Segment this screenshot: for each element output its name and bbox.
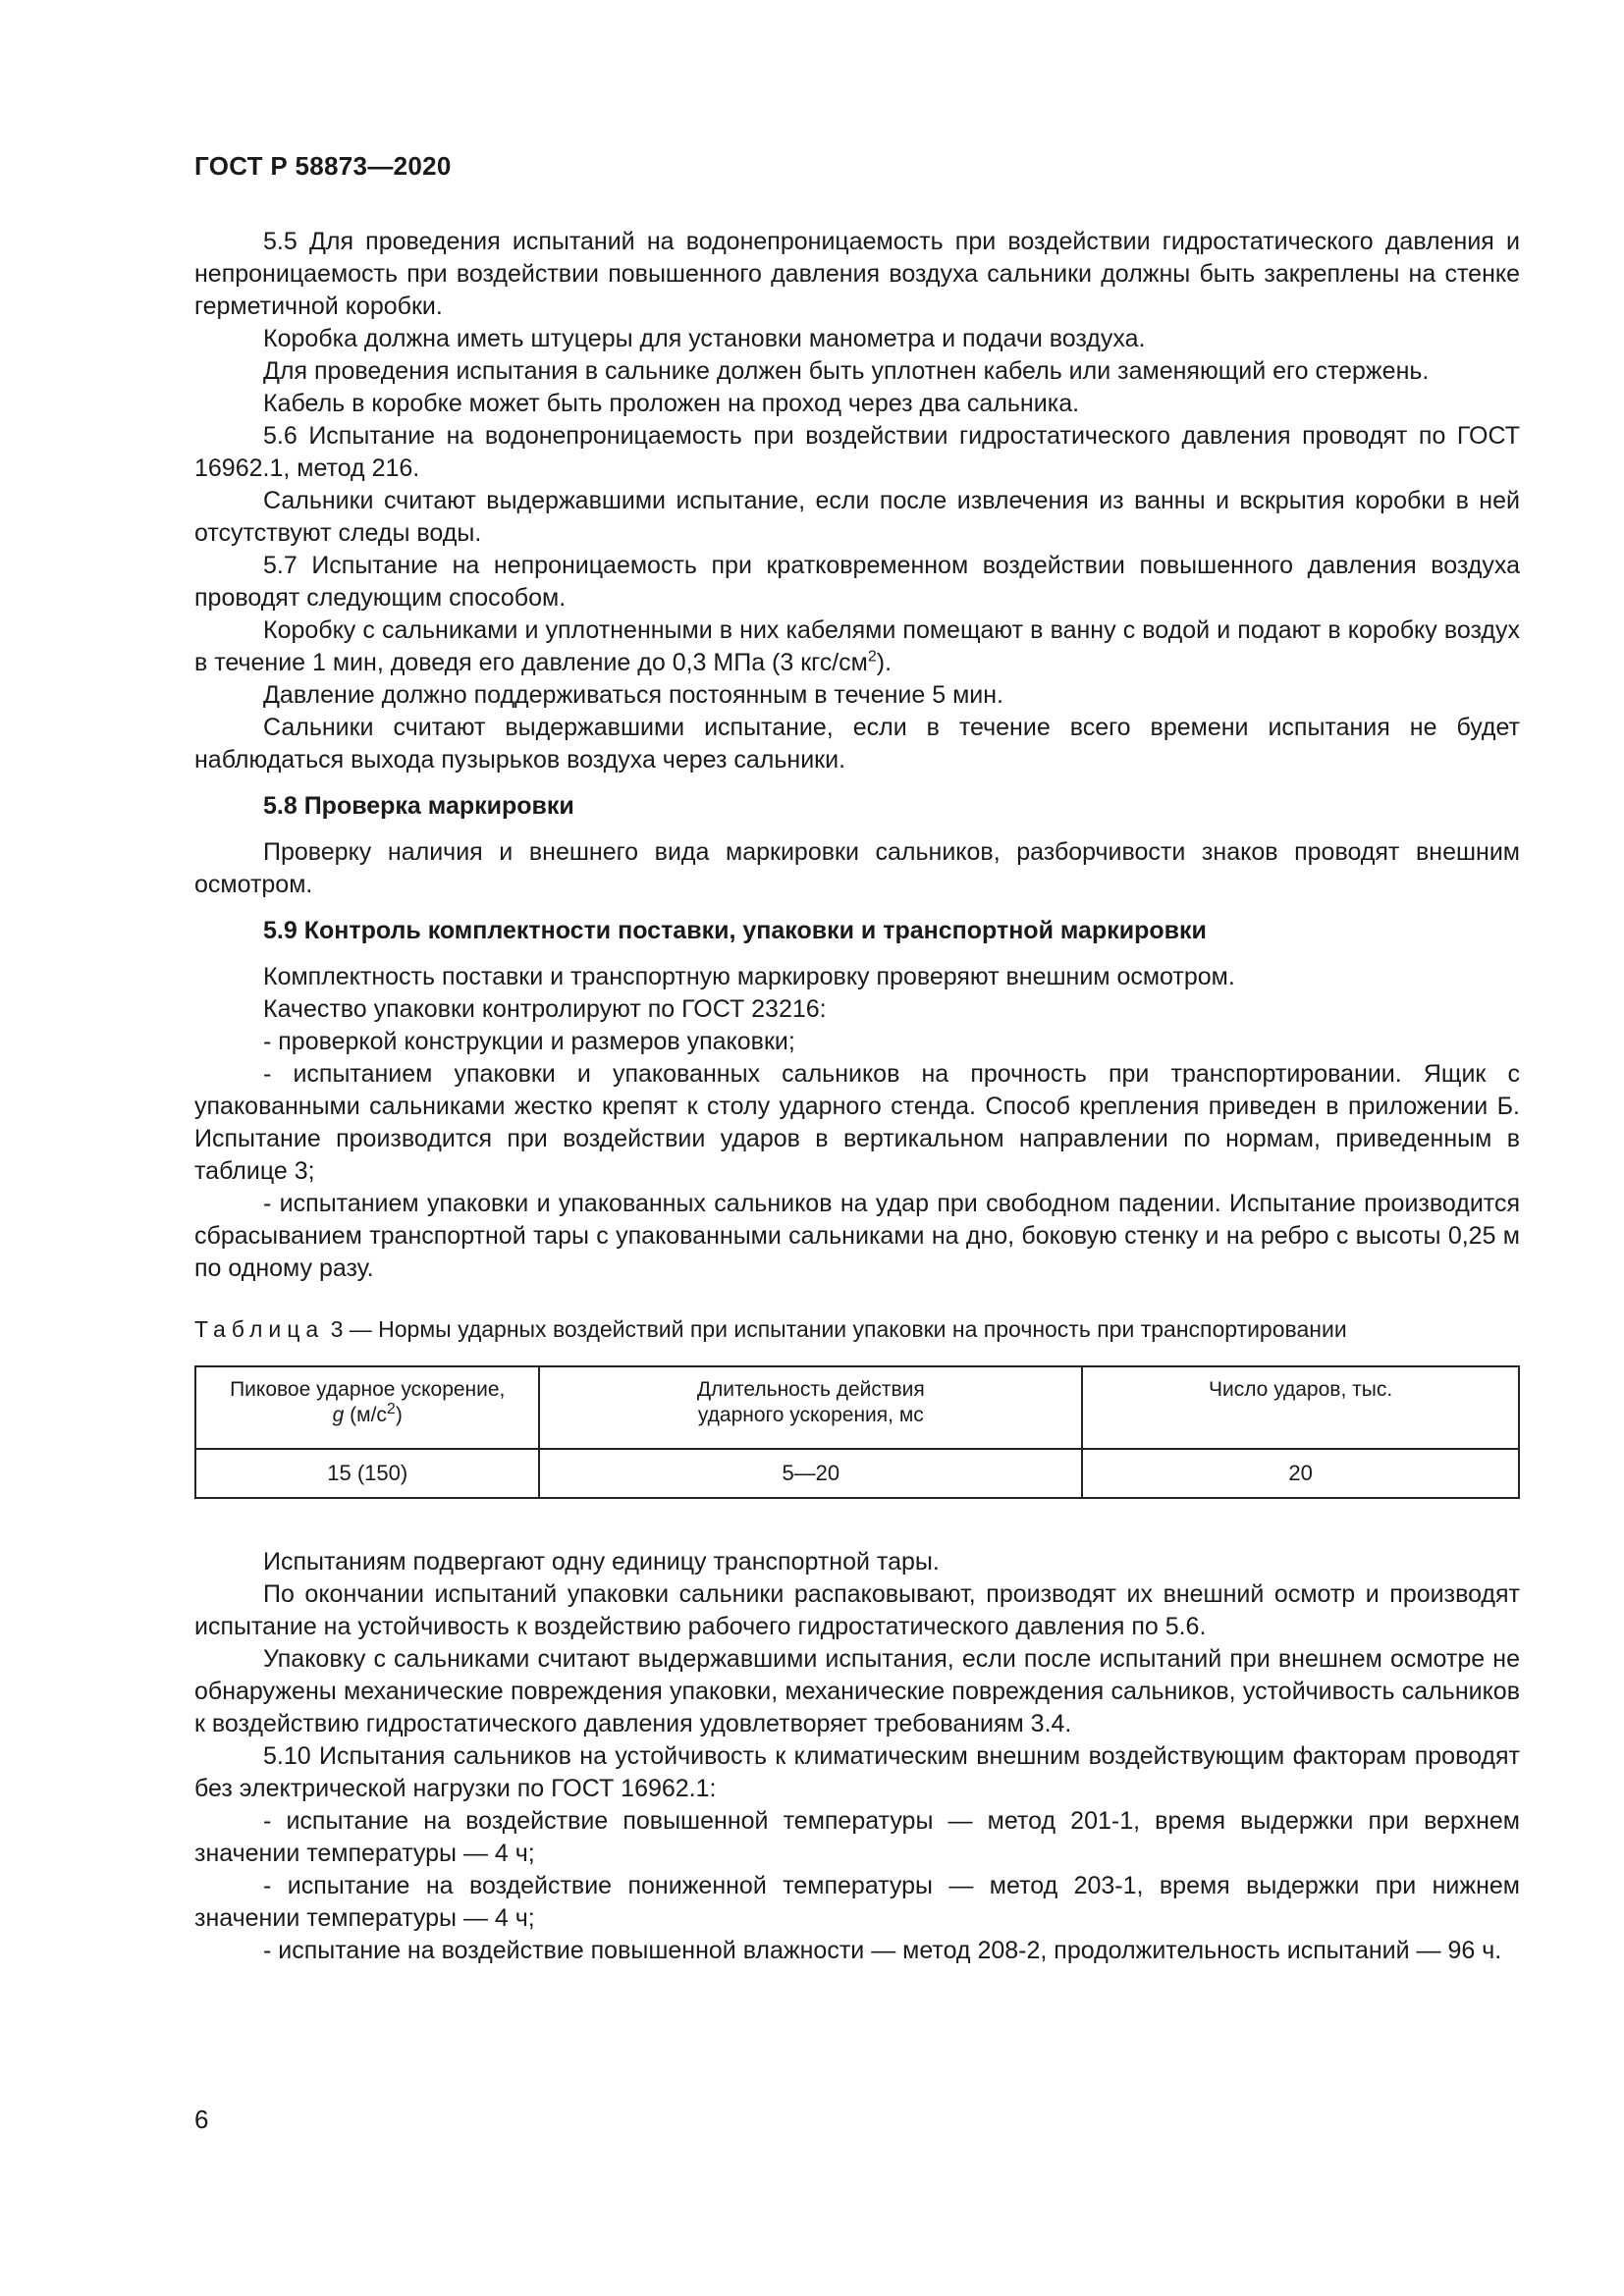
paragraph-5-9-quality: Качество упаковки контролируют по ГОСТ 23216: xyxy=(263,995,827,1023)
paragraph-5-8: Проверку наличия и внешнего вида маркировки сальников, разборчивости знаков проводят внешним осмотром. xyxy=(194,838,1520,898)
header-duration: Длительность действия ударного ускорения, мс xyxy=(539,1366,1082,1449)
paragraph-cable-pass: Кабель в коробке может быть проложен на проход через два сальника. xyxy=(263,390,1080,417)
list-item-strength: - испытанием упаковки и упакованных сальников на прочность при транспортировании. Ящик с упакованными сальниками жестко крепят к столу ударного стенда. Способ крепления приведен в приложении Б. Испытание производится при воздействии ударов в вертикальном направлении по нормам, приведенным в таблице 3; xyxy=(194,1060,1520,1185)
heading-5-9: 5.9 Контроль комплектности поставки, упаковки и транспортной маркировки xyxy=(263,917,1207,944)
paragraph-5-7-criteria: Сальники считают выдержавшими испытание, если в течение всего времени испытания не будет наблюдаться выхода пузырьков воздуха через сальники. xyxy=(194,714,1520,774)
paragraph-one-unit: Испытаниям подвергают одну единицу транспортной тары. xyxy=(263,1548,940,1575)
paragraph-5-6: 5.6 Испытание на водонепроницаемость при воздействии гидростатического давления проводят по ГОСТ 16962.1, метод 216. xyxy=(194,422,1520,482)
document-id-header: ГОСТ Р 58873—2020 xyxy=(194,151,452,181)
paragraph-5-10: 5.10 Испытания сальников на устойчивость к климатическим внешним воздействующим факторам проводят без электрической нагрузки по ГОСТ 16962.1: xyxy=(194,1742,1520,1802)
page-number: 6 xyxy=(194,2105,209,2134)
header-impact-count: Число ударов, тыс. xyxy=(1082,1366,1519,1449)
after-table-section xyxy=(194,1546,1520,1967)
cell-impact-count: 20 xyxy=(1082,1449,1519,1498)
paragraph-cable-sealed: Для проведения испытания в сальнике должен быть уплотнен кабель или заменяющий его стержень. xyxy=(263,357,1430,385)
paragraph-pressure: Коробку с сальниками и уплотненными в них кабелями помещают в ванну с водой и подают в коробку воздух в течение 1 мин, доведя его давление до 0,3 МПа (3 кгс/$см^2$). xyxy=(194,616,1520,676)
table-header-row xyxy=(195,1366,1519,1449)
list-item-construction: - проверкой конструкции и размеров упаковки; xyxy=(263,1028,795,1055)
table-row xyxy=(195,1449,1519,1498)
list-item-low-temp: - испытание на воздействие пониженной температуры — метод 203-1, время выдержки при нижнем значении температуры — 4 ч; xyxy=(194,1872,1520,1932)
cell-peak-acceleration: 15 (150) xyxy=(195,1449,539,1498)
list-item-high-temp: - испытание на воздействие повышенной температуры — метод 201-1, время выдержки при верхнем значении температуры — 4 ч; xyxy=(194,1807,1520,1867)
paragraph-pressure-hold: Давление должно поддерживаться постоянным в течение 5 мин. xyxy=(263,681,1003,709)
header-peak-acceleration: Пиковое ударное ускорение, g $(м/с^2)$ xyxy=(195,1366,539,1449)
paragraph-5-5: 5.5 Для проведения испытаний на водонепроницаемость при воздействии гидростатического давления и непроницаемость при воздействии повышенного давления воздуха сальники должны быть закреплены на стенке герметичной коробки. xyxy=(194,228,1520,320)
document-body xyxy=(194,226,1520,1967)
heading-5-8: 5.8 Проверка маркировки xyxy=(263,792,574,820)
paragraph-5-6-criteria: Сальники считают выдержавшими испытание, если после извлечения из ванны и вскрытия коробки в ней отсутствуют следы воды. xyxy=(194,487,1520,547)
impact-norms-table xyxy=(194,1365,1520,1499)
cell-duration: 5—20 xyxy=(539,1449,1082,1498)
paragraph-unpacking: По окончании испытаний упаковки сальники распаковывают, производят их внешний осмотр и производят испытание на устойчивость к воздействию рабочего гидростатического давления по 5.6. xyxy=(194,1580,1520,1640)
list-item-drop: - испытанием упаковки и упакованных сальников на удар при свободном падении. Испытание производится сбрасыванием транспортной тары с упакованными сальниками на дно, боковую стенку и на ребро с высоты 0,25 м по одному разу. xyxy=(194,1190,1520,1282)
paragraph-5-9-completeness: Комплектность поставки и транспортную маркировку проверяют внешним осмотром. xyxy=(263,963,1235,990)
table-caption: Таблица 3 — Нормы ударных воздействий при испытании упаковки на прочность при транспортировании xyxy=(194,1316,1347,1342)
paragraph-packing-criteria: Упаковку с сальниками считают выдержавшими испытания, если после испытаний при внешнем осмотре не обнаружены механические повреждения упаковки, механические повреждения сальников, устойчивость сальников к воздействию гидростатического давления удовлетворяет требованиям 3.4. xyxy=(194,1645,1520,1737)
list-item-humidity: - испытание на воздействие повышенной влажности — метод 208-2, продолжительность испытаний — 96 ч. xyxy=(263,1937,1502,1964)
paragraph-5-7: 5.7 Испытание на непроницаемость при кратковременном воздействии повышенного давления воздуха проводят следующим способом. xyxy=(194,552,1520,612)
paragraph-box-fittings: Коробка должна иметь штуцеры для установки манометра и подачи воздуха. xyxy=(263,325,1146,352)
